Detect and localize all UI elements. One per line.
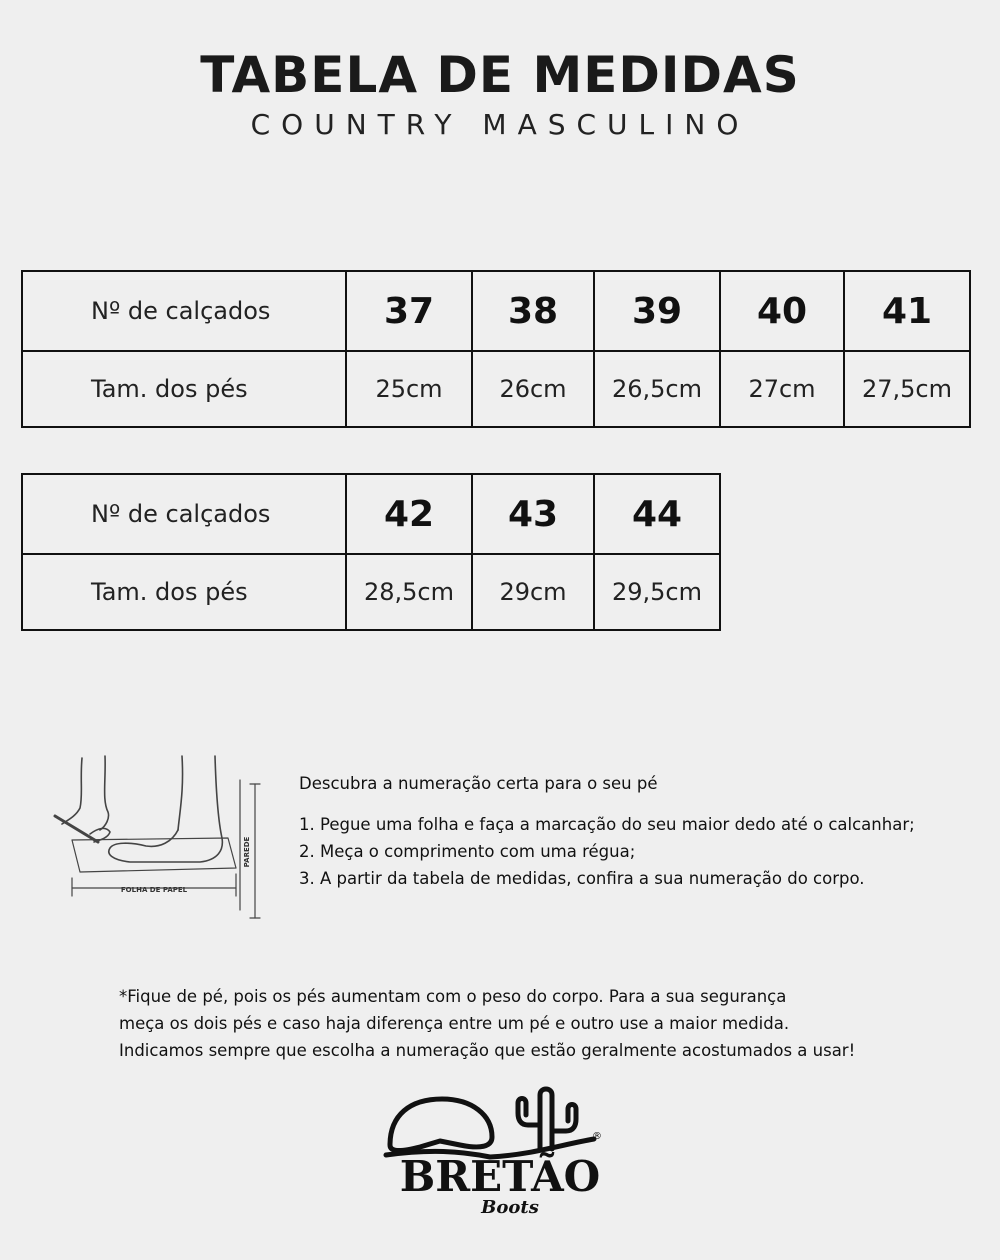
note-line: Indicamos sempre que escolha a numeração que estão geralmente acostumados a usar! — [119, 1041, 856, 1060]
paper-label: FOLHA DE PAPEL — [120, 886, 188, 894]
size-cell: 43 — [472, 474, 594, 554]
instructions-intro: Descubra a numeração certa para o seu pé — [299, 774, 658, 793]
size-cell: 38 — [472, 271, 594, 351]
table-row — [22, 554, 720, 630]
logo-sub-text: Boots — [481, 1197, 539, 1218]
note-line: meça os dois pés e caso haja diferença entre um pé e outro use a maior medida. — [119, 1014, 790, 1033]
length-cell: 28,5cm — [346, 554, 472, 630]
foot-outline — [109, 756, 223, 862]
length-cell: 25cm — [346, 351, 472, 427]
instruction-step: 1. Pegue uma folha e faça a marcação do seu maior dedo até o calcanhar; — [299, 815, 915, 834]
size-cell: 42 — [346, 474, 472, 554]
table-row — [22, 271, 970, 351]
paper-sheet — [72, 838, 236, 872]
instruction-step: 3. A partir da tabela de medidas, confira a sua numeração do corpo. — [299, 869, 865, 888]
size-cell: 39 — [594, 271, 720, 351]
size-table-1 — [21, 270, 971, 428]
logo-brand-text: BRETÃO — [399, 1152, 601, 1201]
arm-outline — [100, 756, 109, 830]
wall-label: PAREDE — [243, 836, 251, 868]
length-cell: 26cm — [472, 351, 594, 427]
pen-icon — [55, 816, 98, 842]
table-row — [22, 351, 970, 427]
size-cell: 37 — [346, 271, 472, 351]
row-label-foot: Tam. dos pés — [22, 554, 346, 630]
row-label-size: Nº de calçados — [22, 474, 346, 554]
registered-mark: ® — [592, 1131, 602, 1142]
note — [119, 983, 959, 1064]
length-cell: 26,5cm — [594, 351, 720, 427]
instruction-step: 2. Meça o comprimento com uma régua; — [299, 842, 636, 861]
page-title: TABELA DE MEDIDAS — [200, 46, 800, 104]
length-cell: 27cm — [720, 351, 844, 427]
leg-front-outline — [178, 756, 183, 830]
page-subtitle: COUNTRY MASCULINO — [250, 108, 750, 141]
instructions — [299, 770, 979, 892]
length-cell: 29,5cm — [594, 554, 720, 630]
logo-graphic — [386, 1089, 594, 1157]
size-cell: 40 — [720, 271, 844, 351]
length-cell: 27,5cm — [844, 351, 970, 427]
note-line: *Fique de pé, pois os pés aumentam com o peso do corpo. Para a sua segurança — [119, 987, 787, 1006]
row-label-foot: Tam. dos pés — [22, 351, 346, 427]
table-row — [22, 474, 720, 554]
hand-outline — [62, 758, 82, 824]
row-label-size: Nº de calçados — [22, 271, 346, 351]
size-cell: 44 — [594, 474, 720, 554]
size-table-2 — [21, 473, 721, 631]
foot-measurement-illustration — [50, 750, 265, 925]
length-cell: 29cm — [472, 554, 594, 630]
size-cell: 41 — [844, 271, 970, 351]
bretao-logo — [380, 1085, 620, 1220]
